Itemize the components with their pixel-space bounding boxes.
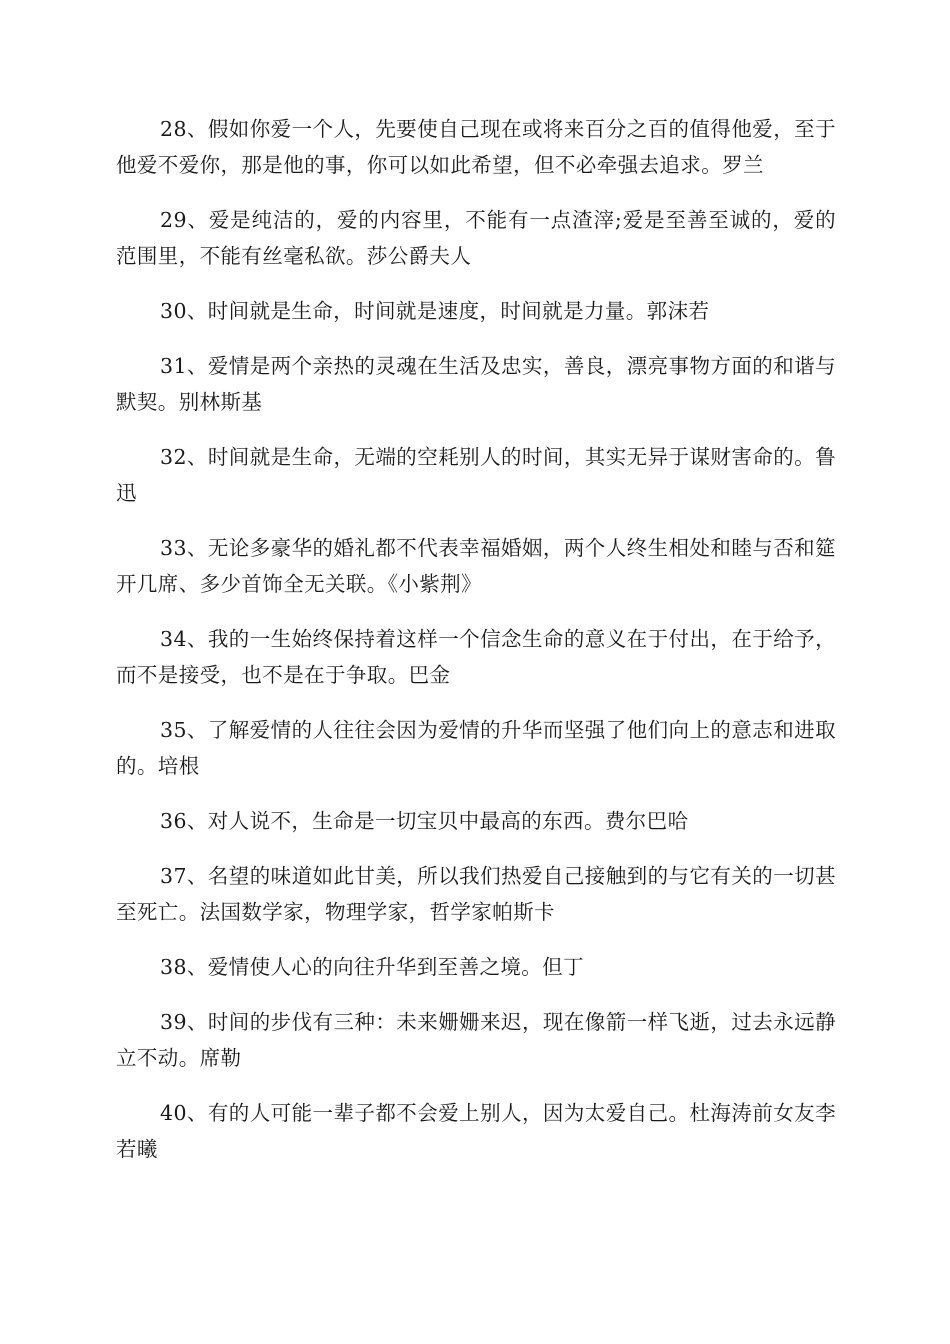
quote-paragraph-37: 37、名望的味道如此甘美，所以我们热爱自己接触到的与它有关的一切甚至死亡。法国数学家，物理学家，哲学家帕斯卡 bbox=[116, 864, 836, 924]
quote-paragraph-39: 39、时间的步伐有三种：未来姗姗来迟，现在像箭一样飞逝，过去永远静立不动。席勒 bbox=[116, 1010, 836, 1070]
quote-paragraph-36: 36、对人说不，生命是一切宝贝中最高的东西。费尔巴哈 bbox=[160, 809, 689, 833]
quote-paragraph-32: 32、时间就是生命，无端的空耗别人的时间，其实无异于谋财害命的。鲁迅 bbox=[116, 445, 836, 505]
quote-paragraph-29: 29、爱是纯洁的，爱的内容里，不能有一点渣滓;爱是至善至诚的，爱的范围里，不能有丝毫私欲。莎公爵夫人 bbox=[116, 208, 836, 268]
quote-paragraph-34: 34、我的一生始终保持着这样一个信念生命的意义在于付出，在于给予，而不是接受，也不是在于争取。巴金 bbox=[116, 627, 836, 687]
quote-list bbox=[116, 111, 836, 1186]
quote-paragraph-28: 28、假如你爱一个人，先要使自己现在或将来百分之百的值得他爱，至于他爱不爱你，那是他的事，你可以如此希望，但不必牵强去追求。罗兰 bbox=[116, 117, 836, 177]
quote-paragraph-30: 30、时间就是生命，时间就是速度，时间就是力量。郭沫若 bbox=[160, 299, 710, 323]
quote-paragraph-35: 35、了解爱情的人往往会因为爱情的升华而坚强了他们向上的意志和进取的。培根 bbox=[116, 718, 836, 778]
quote-paragraph-38: 38、爱情使人心的向往升华到至善之境。但丁 bbox=[160, 955, 584, 979]
quote-paragraph-33: 33、无论多豪华的婚礼都不代表幸福婚姻，两个人终生相处和睦与否和筵开几席、多少首饰全无关联。《小紫荆》 bbox=[116, 536, 836, 596]
quote-paragraph-40: 40、有的人可能一辈子都不会爱上别人，因为太爱自己。杜海涛前女友李若曦 bbox=[116, 1101, 836, 1161]
quote-paragraph-31: 31、爱情是两个亲热的灵魂在生活及忠实，善良，漂亮事物方面的和谐与默契。别林斯基 bbox=[116, 354, 836, 414]
